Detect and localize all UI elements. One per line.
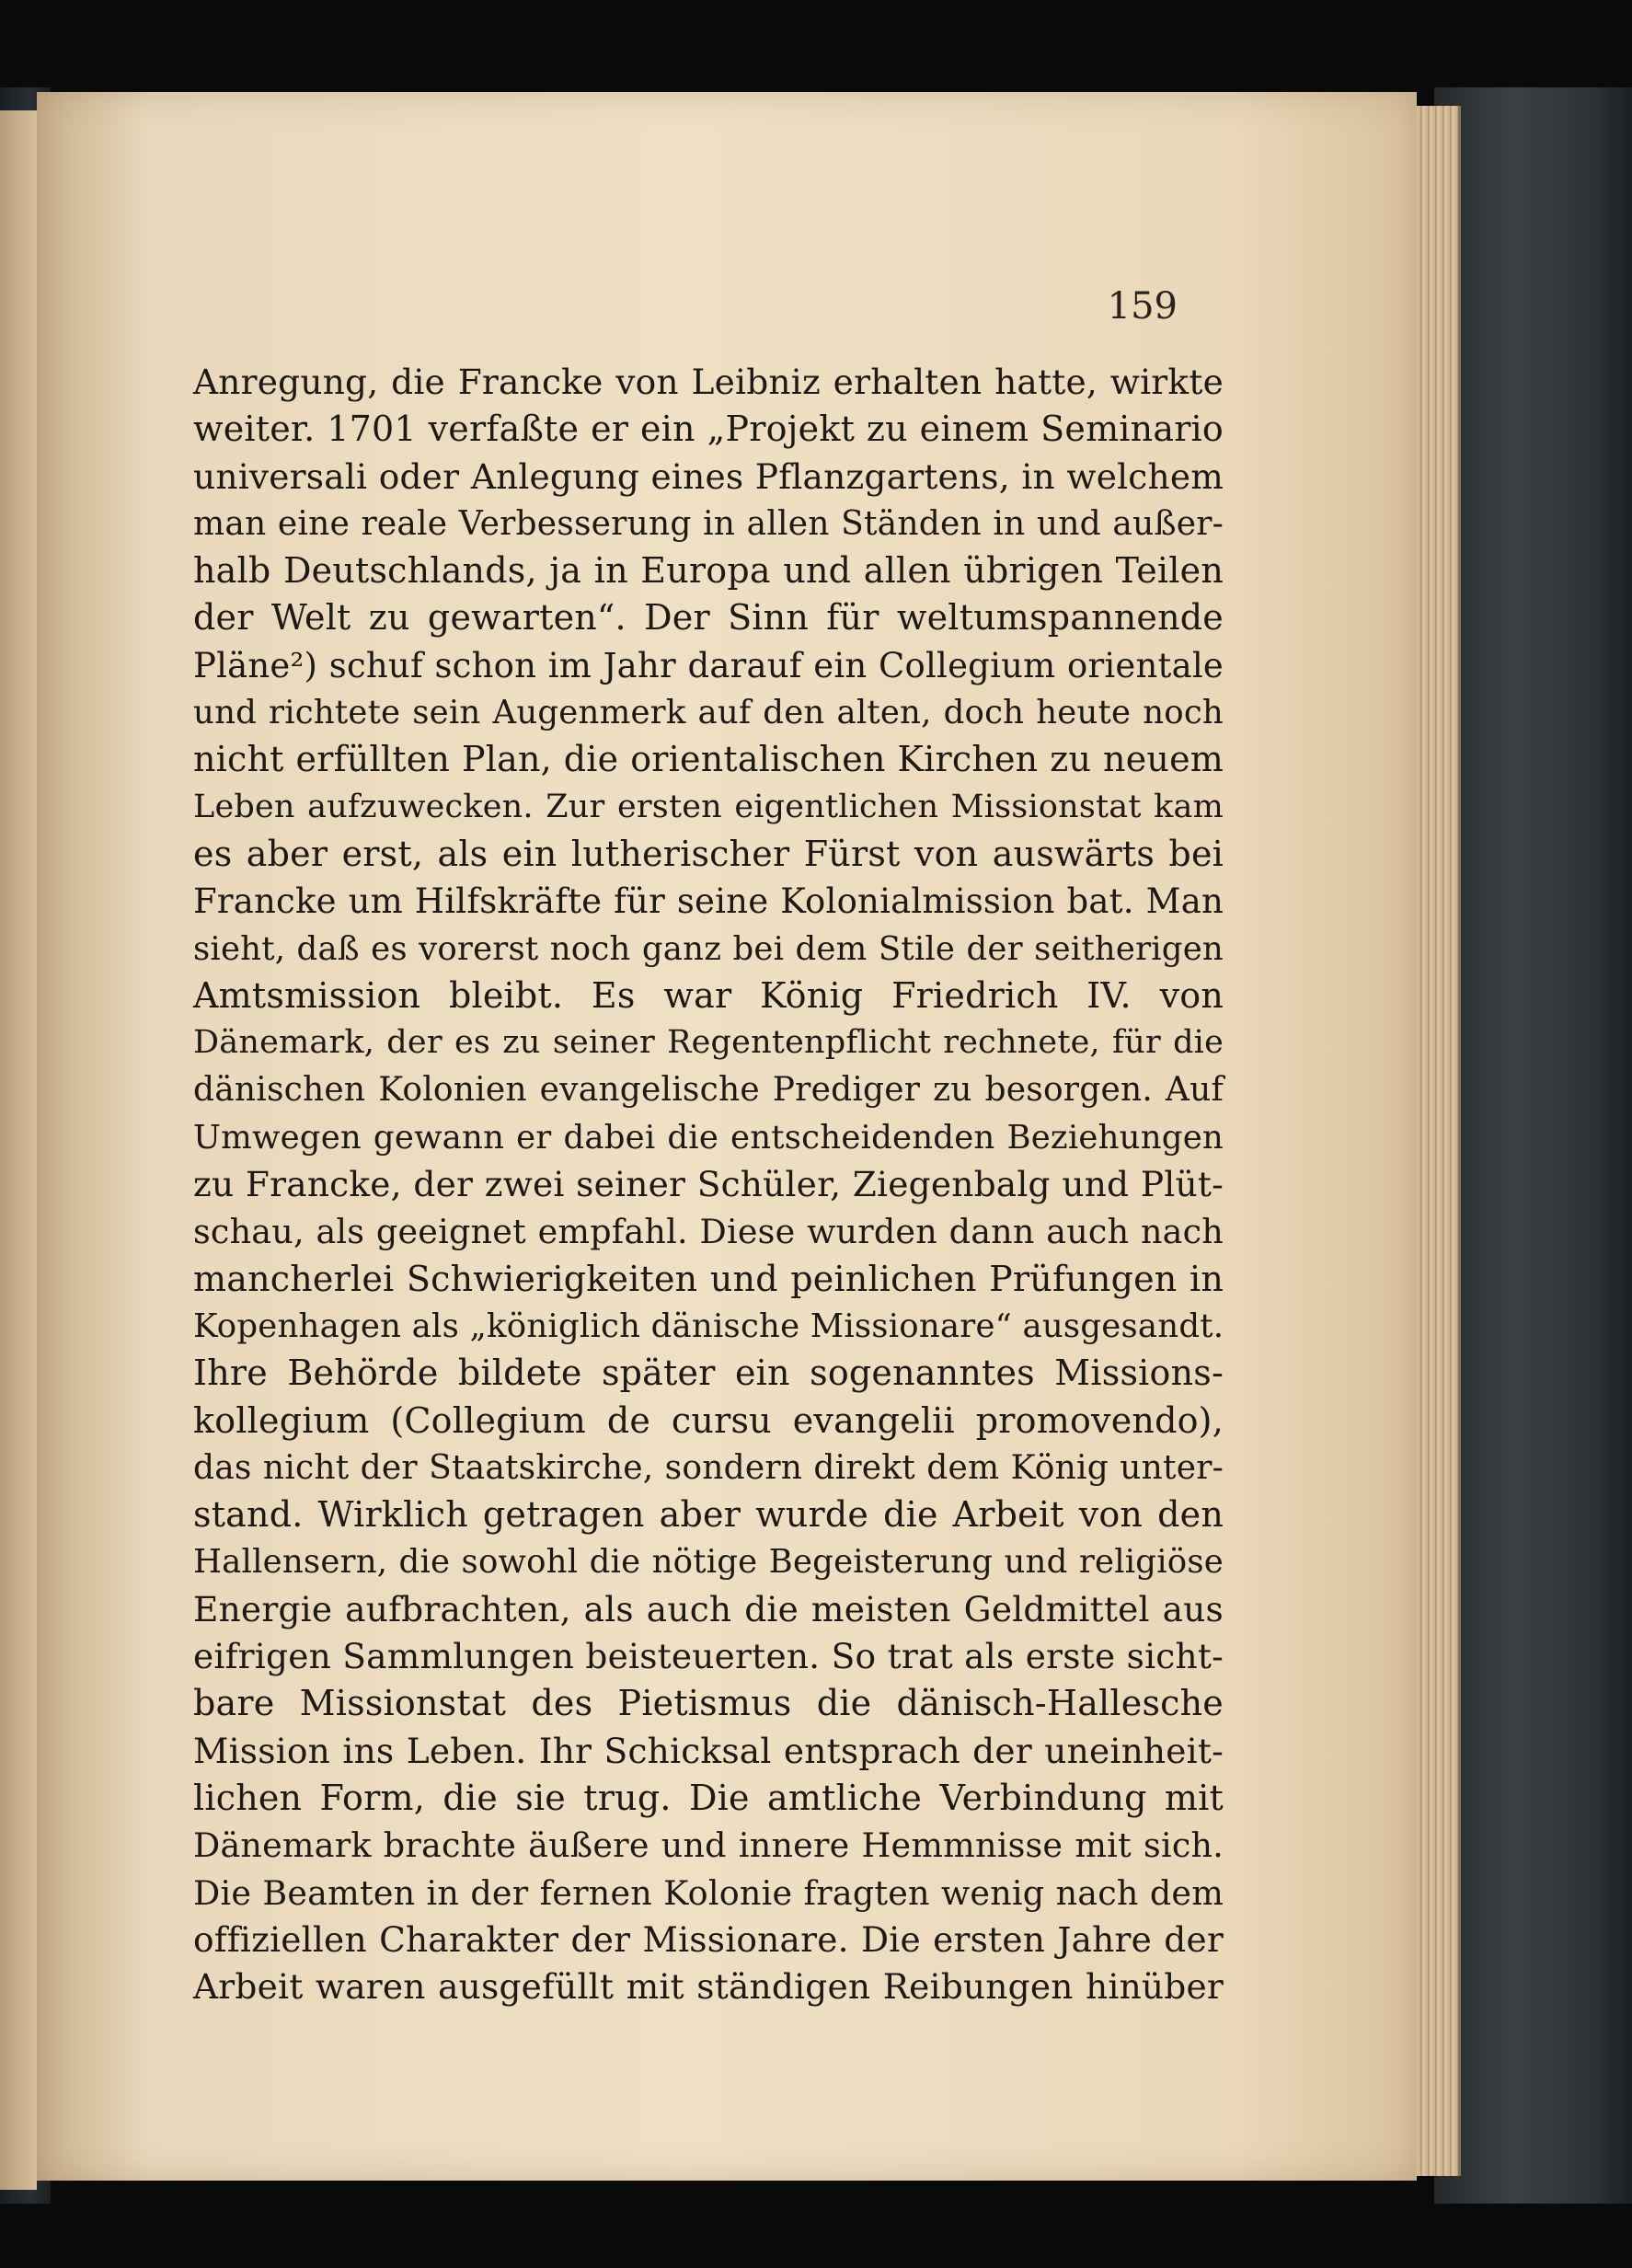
text-line: zu Francke, der zwei seiner Schüler, Ziegenbalg und Plüt- <box>193 1164 1224 1205</box>
text-line: Mission ins Leben. Ihr Schicksal entsprach der uneinheit- <box>193 1730 1224 1771</box>
text-line: stand. Wirklich getragen aber wurde die Arbeit von den <box>193 1494 1224 1536</box>
book-page <box>37 92 1417 2181</box>
text-line: sieht, daß es vorerst noch ganz bei dem Stile der seitherigen <box>193 929 1224 968</box>
text-line: das nicht der Staatskirche, sondern direkt dem König unter- <box>193 1448 1224 1487</box>
text-line: Francke um Hilfskräfte für seine Kolonialmission bat. Man <box>193 881 1224 922</box>
text-line: universali oder Anlegung eines Pflanzgartens, in welchem <box>193 455 1224 497</box>
text-line: es aber erst, als ein lutherischer Fürst von auswärts bei <box>193 833 1224 874</box>
previous-page-edge <box>0 110 37 2190</box>
body-text <box>193 359 1224 2010</box>
page-number: 159 <box>1107 285 1178 328</box>
text-line: Ihre Behörde bildete später ein sogenanntes Missions- <box>193 1353 1224 1394</box>
text-line: Amtsmission bleibt. Es war König Friedrich IV. von <box>193 974 1224 1016</box>
text-line: bare Missionstat des Pietismus die dänisch-Hallesche <box>193 1683 1224 1724</box>
text-line: schau, als geeignet empfahl. Diese wurden dann auch nach <box>193 1212 1224 1252</box>
book-cover-right <box>1434 87 1632 2204</box>
text-line: Die Beamten in der fernen Kolonie fragten wenig nach dem <box>193 1872 1224 1913</box>
text-line: man eine reale Verbesserung in allen Ständen in und außer- <box>193 504 1224 543</box>
text-line: Arbeit waren ausgefüllt mit ständigen Reibungen hinüber <box>193 1966 1224 2008</box>
text-line: weiter. 1701 verfaßte er ein „Projekt zu einem Seminario <box>193 409 1224 450</box>
text-line: kollegium (Collegium de cursu evangelii promovendo), <box>193 1399 1224 1441</box>
text-line: eifrigen Sammlungen beisteuerten. So trat als erste sicht- <box>193 1636 1224 1677</box>
text-line: lichen Form, die sie trug. Die amtliche Verbindung mit <box>193 1777 1224 1818</box>
text-line: Leben aufzuwecken. Zur ersten eigentlichen Missionstat kam <box>193 788 1224 825</box>
text-line: mancherlei Schwierigkeiten und peinlichen Prüfungen in <box>193 1258 1224 1299</box>
text-line: Anregung, die Francke von Leibniz erhalten hatte, wirkte <box>193 362 1224 402</box>
text-line: offiziellen Charakter der Missionare. Die ersten Jahre der <box>193 1918 1224 1960</box>
text-line: Hallensern, die sowohl die nötige Begeisterung und religiöse <box>193 1543 1224 1582</box>
text-line: Dänemark brachte äußere und innere Hemmnisse mit sich. <box>193 1825 1224 1866</box>
text-line: Dänemark, der es zu seiner Regentenpflicht rechnete, für die <box>193 1024 1224 1062</box>
text-line: Umwegen gewann er dabei die entscheidenden Beziehungen <box>193 1118 1224 1157</box>
text-line: Kopenhagen als „königlich dänische Missionare“ ausgesandt. <box>193 1307 1224 1345</box>
text-line: Energie aufbrachten, als auch die meisten Geldmittel aus <box>193 1588 1224 1629</box>
text-line: Pläne²) schuf schon im Jahr darauf ein Collegium orientale <box>193 645 1224 685</box>
text-line: halb Deutschlands, ja in Europa und allen übrigen Teilen <box>193 550 1224 592</box>
text-line: dänischen Kolonien evangelische Prediger zu besorgen. Auf <box>193 1071 1224 1110</box>
text-line: der Welt zu gewarten“. Der Sinn für weltumspannende <box>193 597 1224 639</box>
text-line: nicht erfüllten Plan, die orientalischen Kirchen zu neuem <box>193 739 1224 780</box>
text-line: und richtete sein Augenmerk auf den alten, doch heute noch <box>193 694 1224 732</box>
